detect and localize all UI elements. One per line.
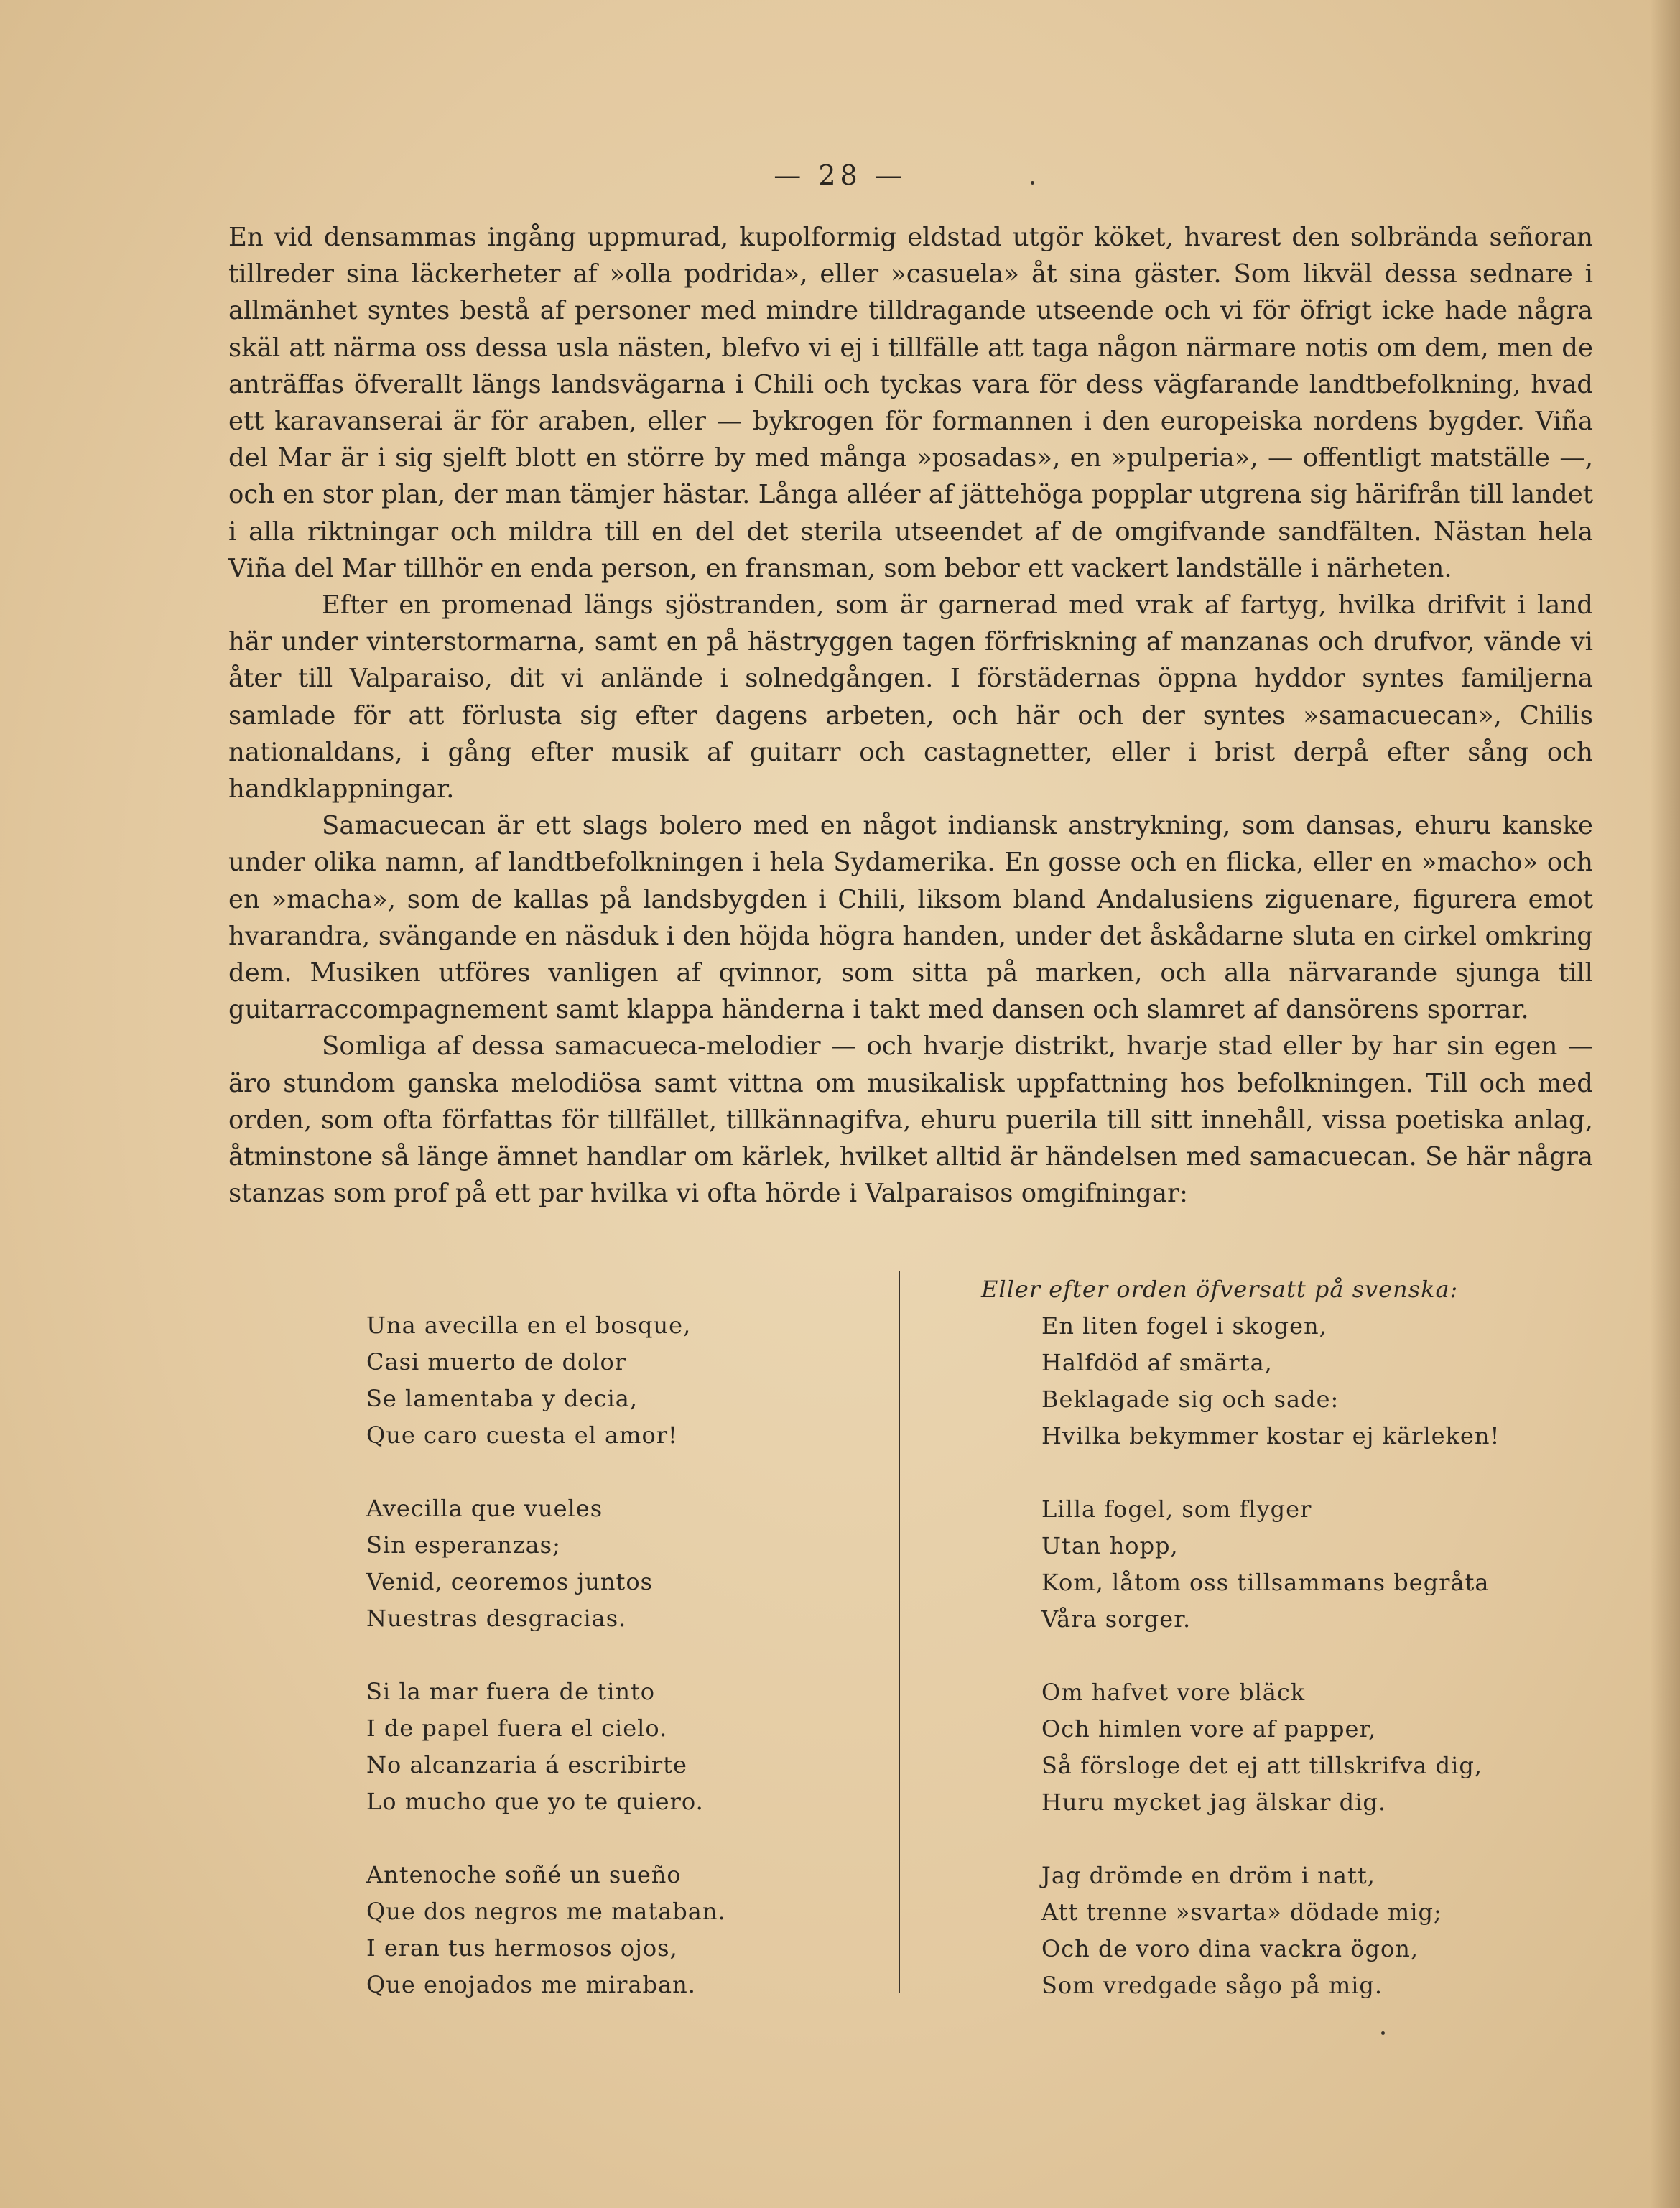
verse-line: Att trenne »svarta» dödade mig; — [1041, 1898, 1442, 1926]
verse-line: Huru mycket jag älskar dig. — [1041, 1789, 1386, 1816]
stanza — [366, 1674, 869, 1820]
verse-line: Våra sorger. — [1041, 1605, 1192, 1633]
verse-line: I de papel fuera el cielo. — [366, 1715, 668, 1742]
verse-line: Så försloge det ej att tillskrifva dig, — [1041, 1752, 1482, 1779]
translation-heading: Eller efter orden öfversatt på svenska: — [981, 1276, 1459, 1303]
verse-line: I eran tus hermosos ojos, — [366, 1934, 678, 1962]
verse-line: Antenoche soñé un sueño — [366, 1861, 682, 1888]
stanza — [1041, 1857, 1587, 2004]
verse-line: Sin esperanzas; — [366, 1531, 561, 1559]
ink-speck — [1031, 181, 1034, 185]
stanza — [366, 1490, 869, 1637]
stanza — [1041, 1674, 1587, 1821]
poem-spanish-column — [366, 1307, 869, 2040]
paragraph: Samacuecan är ett slags bolero med en något indiansk anstrykning, som dansas, ehuru kanske under olika namn, af landtbefolkningen i hela Sydamerika. En gosse och en flicka, eller en »macho» och en »macha», som de kallas på landsbygden i Chili, liksom bland Andalusiens ziguenare, figurera emot hvarandra, svängande en näsduk i den höjda högra handen, under det åskådarne sluta en cirkel omkring dem. Musiken utföres vanligen af qvinnor, som sitta på marken, och alla närvarande sjunga till guitarraccompagnement samt klappa händerna i takt med dansen och slamret af dansörens sporrar. — [228, 811, 1593, 1025]
page-number: — 28 — — [774, 159, 906, 191]
ink-speck — [1381, 2031, 1385, 2035]
verse-line: Utan hopp, — [1041, 1532, 1179, 1559]
verse-line: Beklagade sig och sade: — [1041, 1386, 1340, 1413]
stanza — [366, 1307, 869, 1454]
body-text — [228, 219, 1593, 1212]
verse-line: Om hafvet vore bläck — [1041, 1679, 1306, 1706]
verse-line: Una avecilla en el bosque, — [366, 1312, 692, 1339]
verse-line: Avecilla que vueles — [366, 1495, 603, 1522]
page-edge-shadow — [1650, 0, 1680, 2208]
verse-line: Venid, ceoremos juntos — [366, 1568, 654, 1595]
verse-line: En liten fogel i skogen, — [1041, 1312, 1327, 1340]
verse-line: Nuestras desgracias. — [366, 1605, 627, 1632]
poem-section — [228, 1271, 1593, 2004]
verse-line: Se lamentaba y decia, — [366, 1385, 638, 1412]
verse-line: Que dos negros me mataban. — [366, 1898, 726, 1925]
verse-line: Que caro cuesta el amor! — [366, 1421, 678, 1449]
verse-line: Lo mucho que yo te quiero. — [366, 1788, 704, 1815]
verse-line: Och himlen vore af papper, — [1041, 1715, 1377, 1743]
paragraph: Somliga af dessa samacueca-melodier — och hvarje distrikt, hvarje stad eller by har sin egen — äro stundom ganska melodiösa samt vittna om musikalisk uppfattning hos befolkningen. Till och med orden, som ofta författas för tillfället, tillkännagifva, ehuru puerila till sitt innehåll, vissa poetiska anlag, åtminstone så länge ämnet handlar om kärlek, hvilket alltid är händelsen med samacuecan. Se här några stanzas som prof på ett par hvilka vi ofta hörde i Valparaisos omgifningar: — [228, 1031, 1593, 1209]
verse-line: Som vredgade sågo på mig. — [1041, 1972, 1383, 1999]
verse-line: Halfdöd af smärta, — [1041, 1349, 1273, 1376]
stanza — [1041, 1308, 1587, 1455]
column-divider — [899, 1271, 900, 1993]
verse-line: No alcanzaria á escribirte — [366, 1751, 687, 1778]
paragraph: En vid densammas ingång uppmurad, kupolformig eldstad utgör köket, hvarest den solbrända señoran tillreder sina läckerheter af »olla podrida», eller »casuela» åt sina gäster. Som likväl dessa sednare i allmänhet syntes bestå af personer med mindre tilldragande utseende och vi för öfrigt icke hade några skäl att närma oss dessa usla nästen, blefvo vi ej i tillfälle att taga någon närmare notis om dem, men de anträffas öfverallt längs landsvägarna i Chili och tyckas vara för dess vägfarande landtbefolkning, hvad ett karavanserai är för araben, eller — bykrogen för formannen i den europeiska nordens bygder. Viña del Mar är i sig sjelft blott en större by med många »posadas», en »pulperia», — offentligt matställe —, och en stor plan, der man tämjer hästar. Långa alléer af jättehöga popplar utgrena sig härifrån till landet i alla riktningar och mildra till en del det sterila utseendet af de omgifvande sandfälten. Nästan hela Viña del Mar tillhör en enda person, en fransman, som bebor ett vackert landställe i närheten. — [228, 223, 1593, 583]
verse-line: Hvilka bekymmer kostar ej kärleken! — [1041, 1422, 1500, 1449]
verse-line: Que enojados me miraban. — [366, 1971, 696, 1998]
verse-line: Och de voro dina vackra ögon, — [1041, 1935, 1419, 1962]
verse-line: Lilla fogel, som flyger — [1041, 1495, 1312, 1523]
verse-line: Jag drömde en dröm i natt, — [1041, 1862, 1375, 1889]
poem-swedish-column — [981, 1271, 1587, 2041]
stanza — [1041, 1491, 1587, 1638]
verse-line: Si la mar fuera de tinto — [366, 1678, 656, 1705]
verse-line: Casi muerto de dolor — [366, 1348, 627, 1376]
stanza — [366, 1857, 869, 2003]
verse-line: Kom, låtom oss tillsammans begråta — [1041, 1569, 1490, 1596]
paragraph: Efter en promenad längs sjöstranden, som är garnerad med vrak af fartyg, hvilka drifvit i land här under vinterstormarna, samt en på hästryggen tagen förfriskning af manzanas och drufvor, vände vi åter till Valparaiso, dit vi anlände i solnedgången. I förstädernas öppna hyddor syntes familjerna samlade för att förlusta sig efter dagens arbeten, och här och der syntes »samacuecan», Chilis nationaldans, i gång efter musik af guitarr och castagnetter, eller i brist derpå efter sång och handklappningar. — [228, 590, 1593, 804]
